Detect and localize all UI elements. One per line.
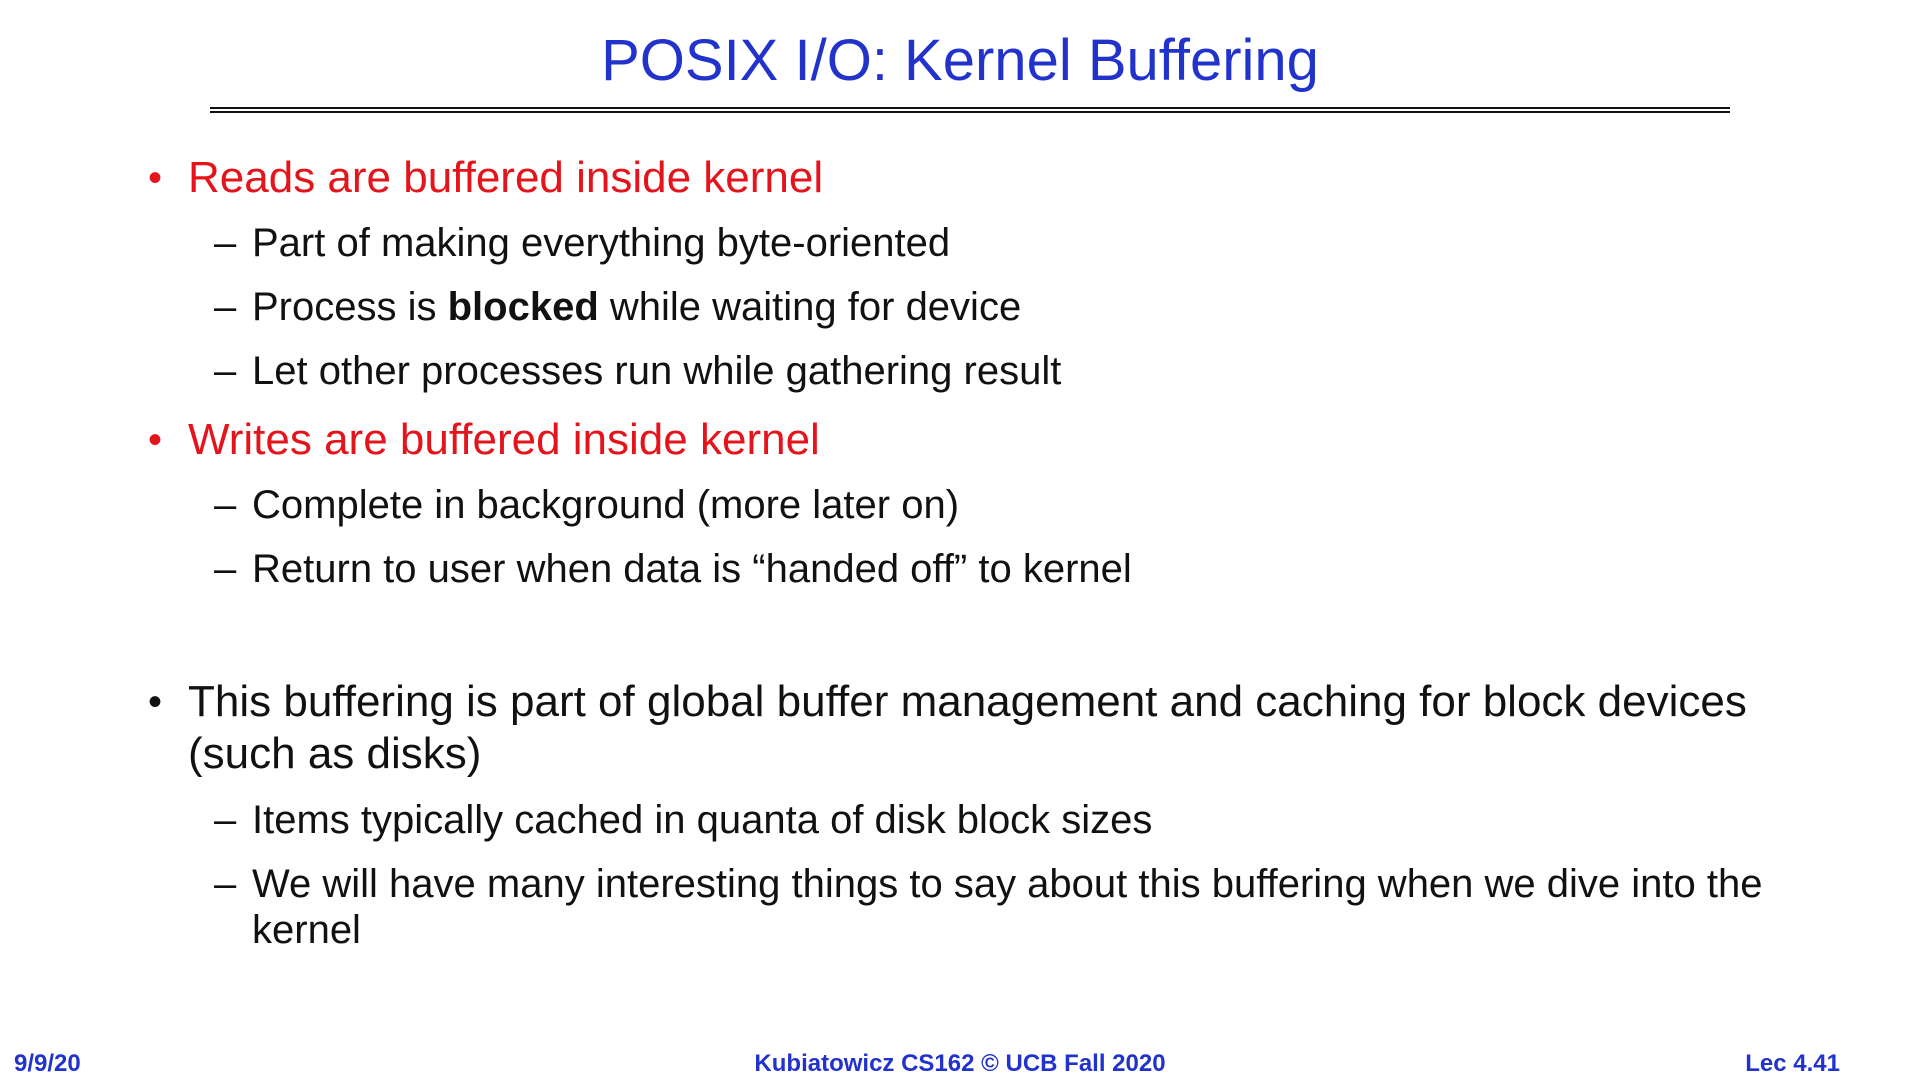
bullet-text-line1: This buffering is part of global buffer management and caching for block devices <box>188 677 1747 726</box>
sub-bullet-text: Let other processes run while gathering result <box>252 349 1062 393</box>
sub-bullet-complete-background <box>214 482 1772 528</box>
sub-bullet-text: Return to user when data is “handed off” to kernel <box>252 547 1132 591</box>
bullet-writes-buffered <box>148 414 1748 466</box>
footer-date: 9/9/20 <box>14 1050 81 1077</box>
slide-title: POSIX I/O: Kernel Buffering <box>601 28 1319 93</box>
dash-icon: – <box>214 798 237 842</box>
dash-icon: – <box>214 862 237 906</box>
bullet-global-buffer-management <box>148 676 1748 780</box>
sub-bullet-return-to-user <box>214 546 1772 592</box>
sub-bullet-text-line2: kernel <box>252 908 361 952</box>
dash-icon: – <box>214 221 237 265</box>
title-divider <box>210 107 1730 113</box>
dash-icon: – <box>214 349 237 393</box>
bullet-text-line2: (such as disks) <box>188 729 482 778</box>
bullet-reads-buffered <box>148 152 1748 204</box>
dash-icon: – <box>214 483 237 527</box>
sub-bullet-other-processes <box>214 348 1772 394</box>
sub-bullet-byte-oriented <box>214 220 1772 266</box>
bullet-dot-icon: • <box>148 156 163 200</box>
sub-bullet-process-blocked <box>214 284 1772 330</box>
bullet-dot-icon: • <box>148 680 163 724</box>
dash-icon: – <box>214 285 237 329</box>
footer-course: Kubiatowicz CS162 © UCB Fall 2020 <box>754 1050 1166 1077</box>
bullet-text: Reads are buffered inside kernel <box>188 153 824 202</box>
sub-bullet-text: Complete in background (more later on) <box>252 483 960 527</box>
bullet-dot-icon: • <box>148 418 163 462</box>
sub-bullet-dive-into-kernel <box>214 861 1772 953</box>
sub-bullet-text-pre: Process is <box>252 285 448 329</box>
sub-bullet-emphasis: blocked <box>447 285 599 329</box>
sub-bullet-text-line1: We will have many interesting things to say about this buffering when we dive into the <box>252 862 1763 906</box>
footer-lecture-number: Lec 4.41 <box>1745 1050 1840 1077</box>
bullet-text: Writes are buffered inside kernel <box>188 415 820 464</box>
dash-icon: – <box>214 547 237 591</box>
sub-bullet-quanta <box>214 797 1772 843</box>
sub-bullet-text: Part of making everything byte-oriented <box>252 221 951 265</box>
sub-bullet-text: Items typically cached in quanta of disk block sizes <box>252 798 1153 842</box>
sub-bullet-text-post: while waiting for device <box>598 285 1022 329</box>
